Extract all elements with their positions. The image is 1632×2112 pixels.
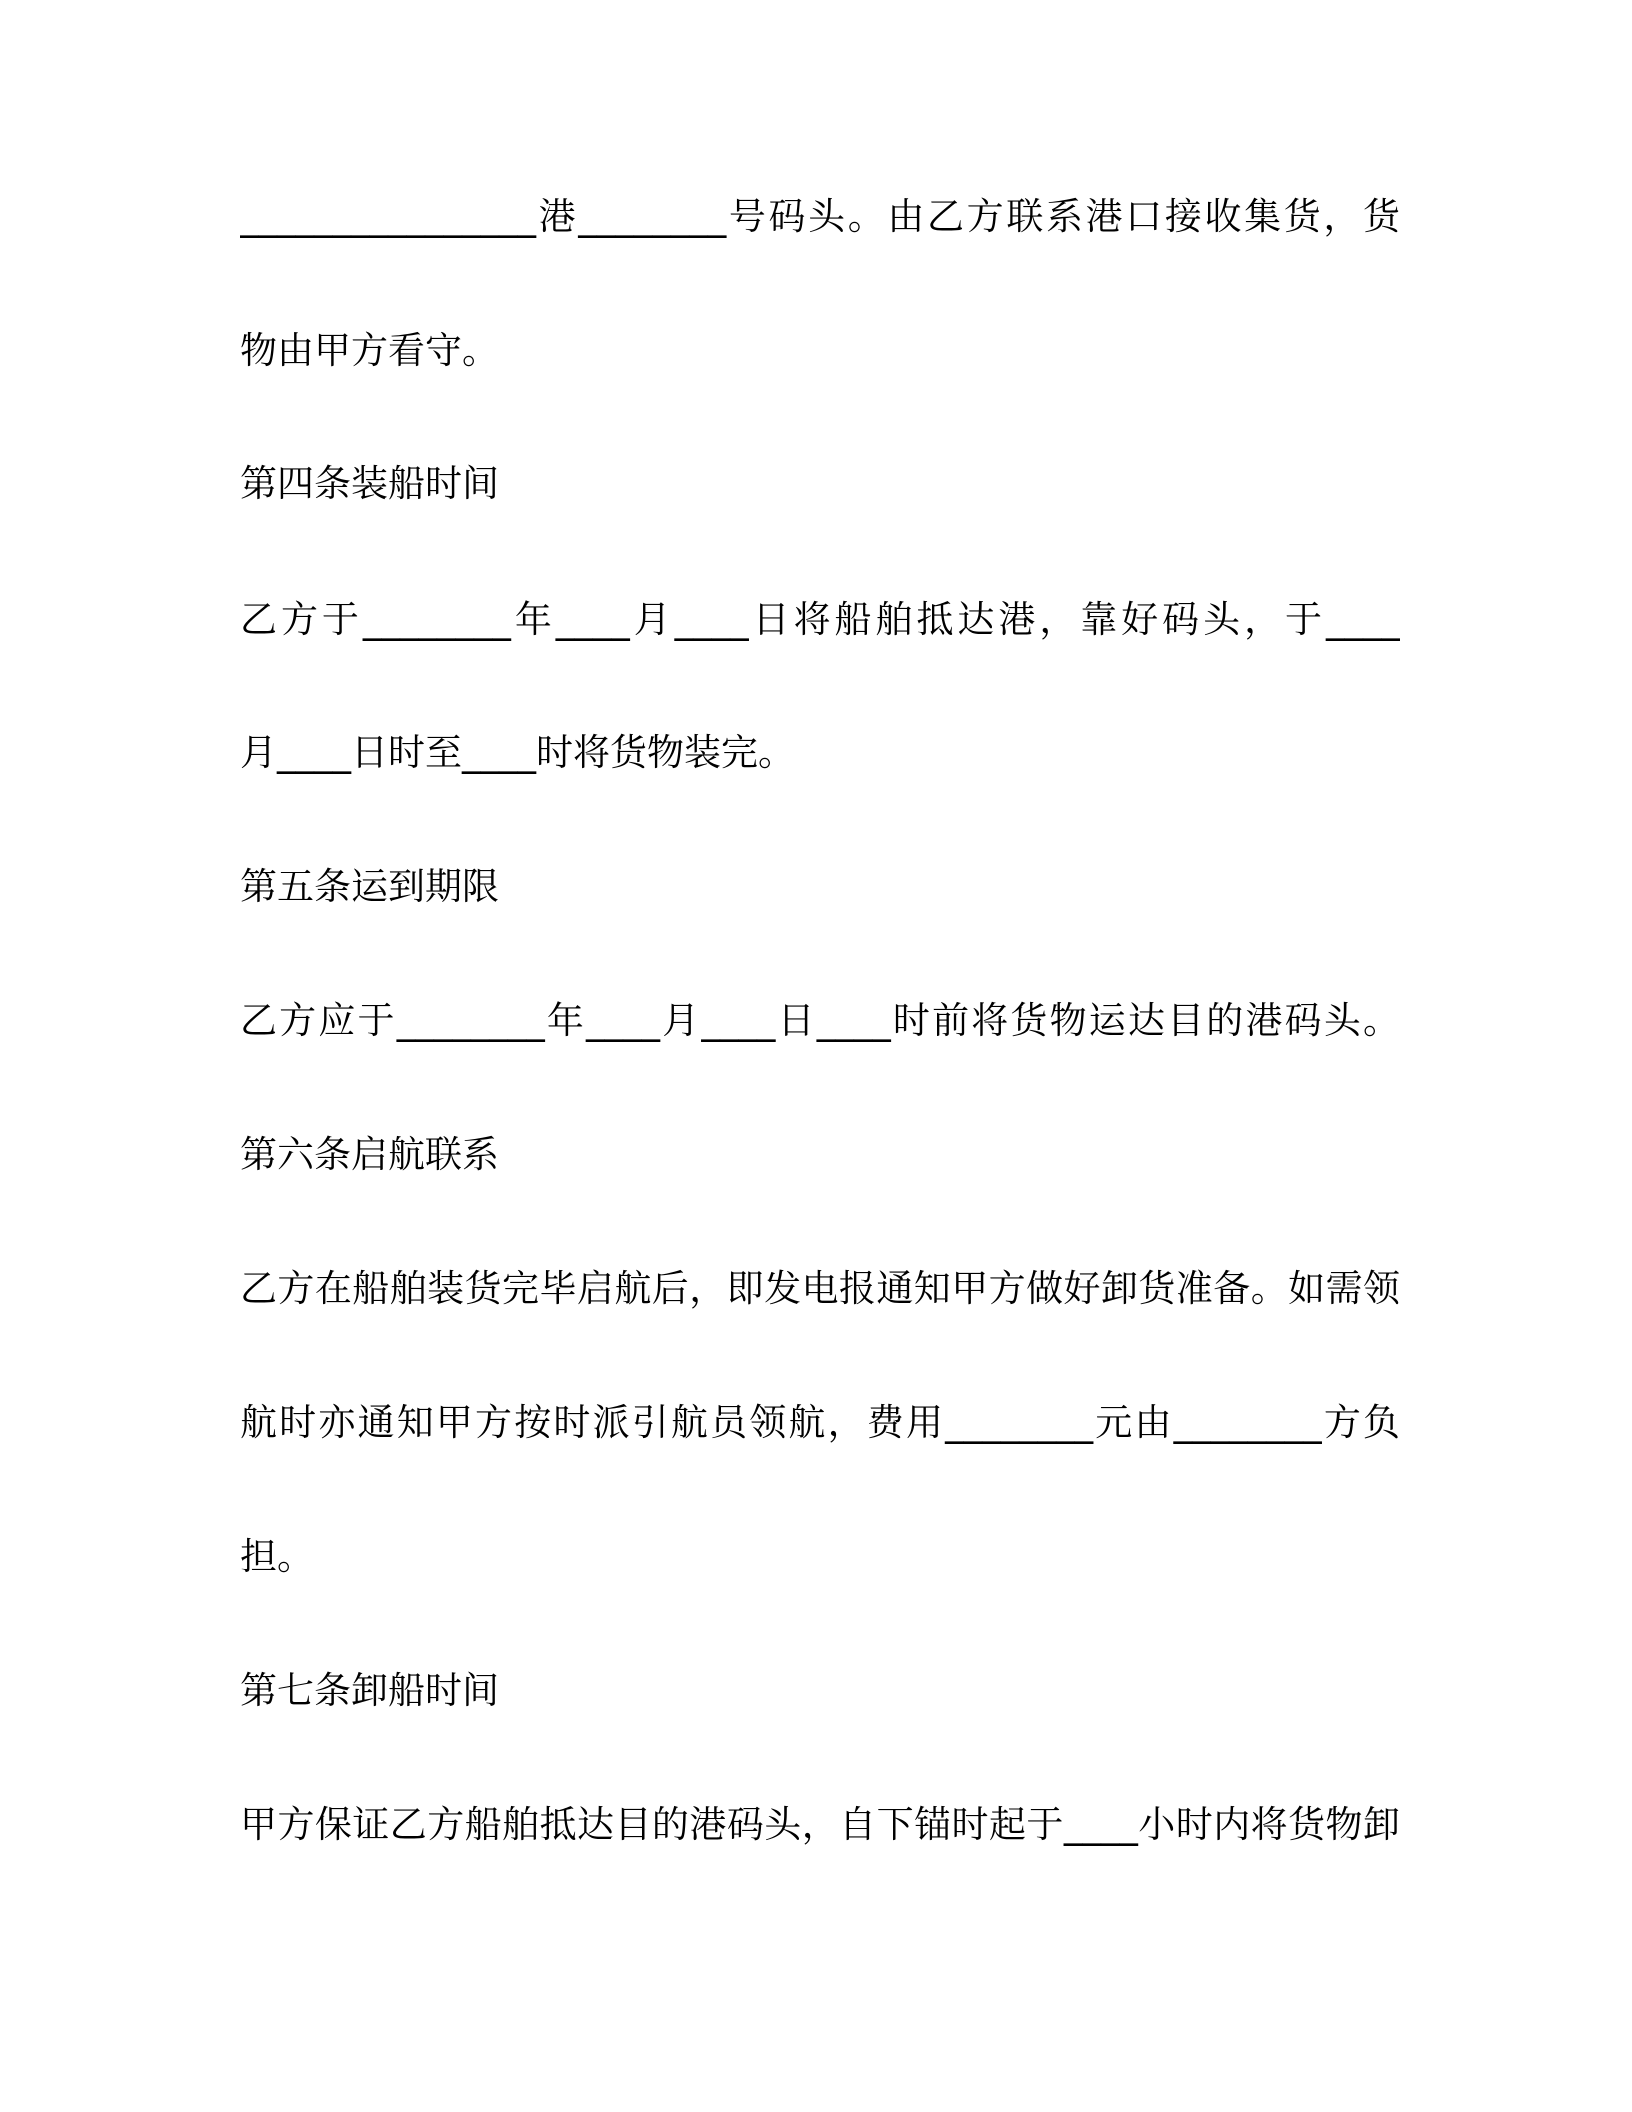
body-text-line: 乙方于________年____月____日将船舶抵达港，靠好码头，于____ bbox=[240, 598, 1400, 641]
body-text-line: 乙方应于________年____月____日____时前将货物运达目的港码头。 bbox=[240, 999, 1400, 1042]
body-text-line: ________________港________号码头。由乙方联系港口接收集货，货 bbox=[240, 195, 1400, 238]
section-heading-article-5: 第五条运到期限 bbox=[240, 865, 499, 908]
body-text-line: 物由甲方看守。 bbox=[240, 329, 499, 372]
body-text-line: 甲方保证乙方船舶抵达目的港码头，自下锚时起于____小时内将货物卸 bbox=[240, 1803, 1400, 1846]
section-heading-article-6: 第六条启航联系 bbox=[240, 1133, 499, 1176]
section-heading-article-7: 第七条卸船时间 bbox=[240, 1669, 499, 1712]
body-text-line: 担。 bbox=[240, 1535, 314, 1578]
body-text-line: 乙方在船舶装货完毕启航后，即发电报通知甲方做好卸货准备。如需领 bbox=[240, 1267, 1400, 1310]
section-heading-article-4: 第四条装船时间 bbox=[240, 462, 499, 505]
body-text-line: 月____日时至____时将货物装完。 bbox=[240, 731, 795, 774]
body-text-line: 航时亦通知甲方按时派引航员领航，费用________元由________方负 bbox=[240, 1401, 1400, 1444]
